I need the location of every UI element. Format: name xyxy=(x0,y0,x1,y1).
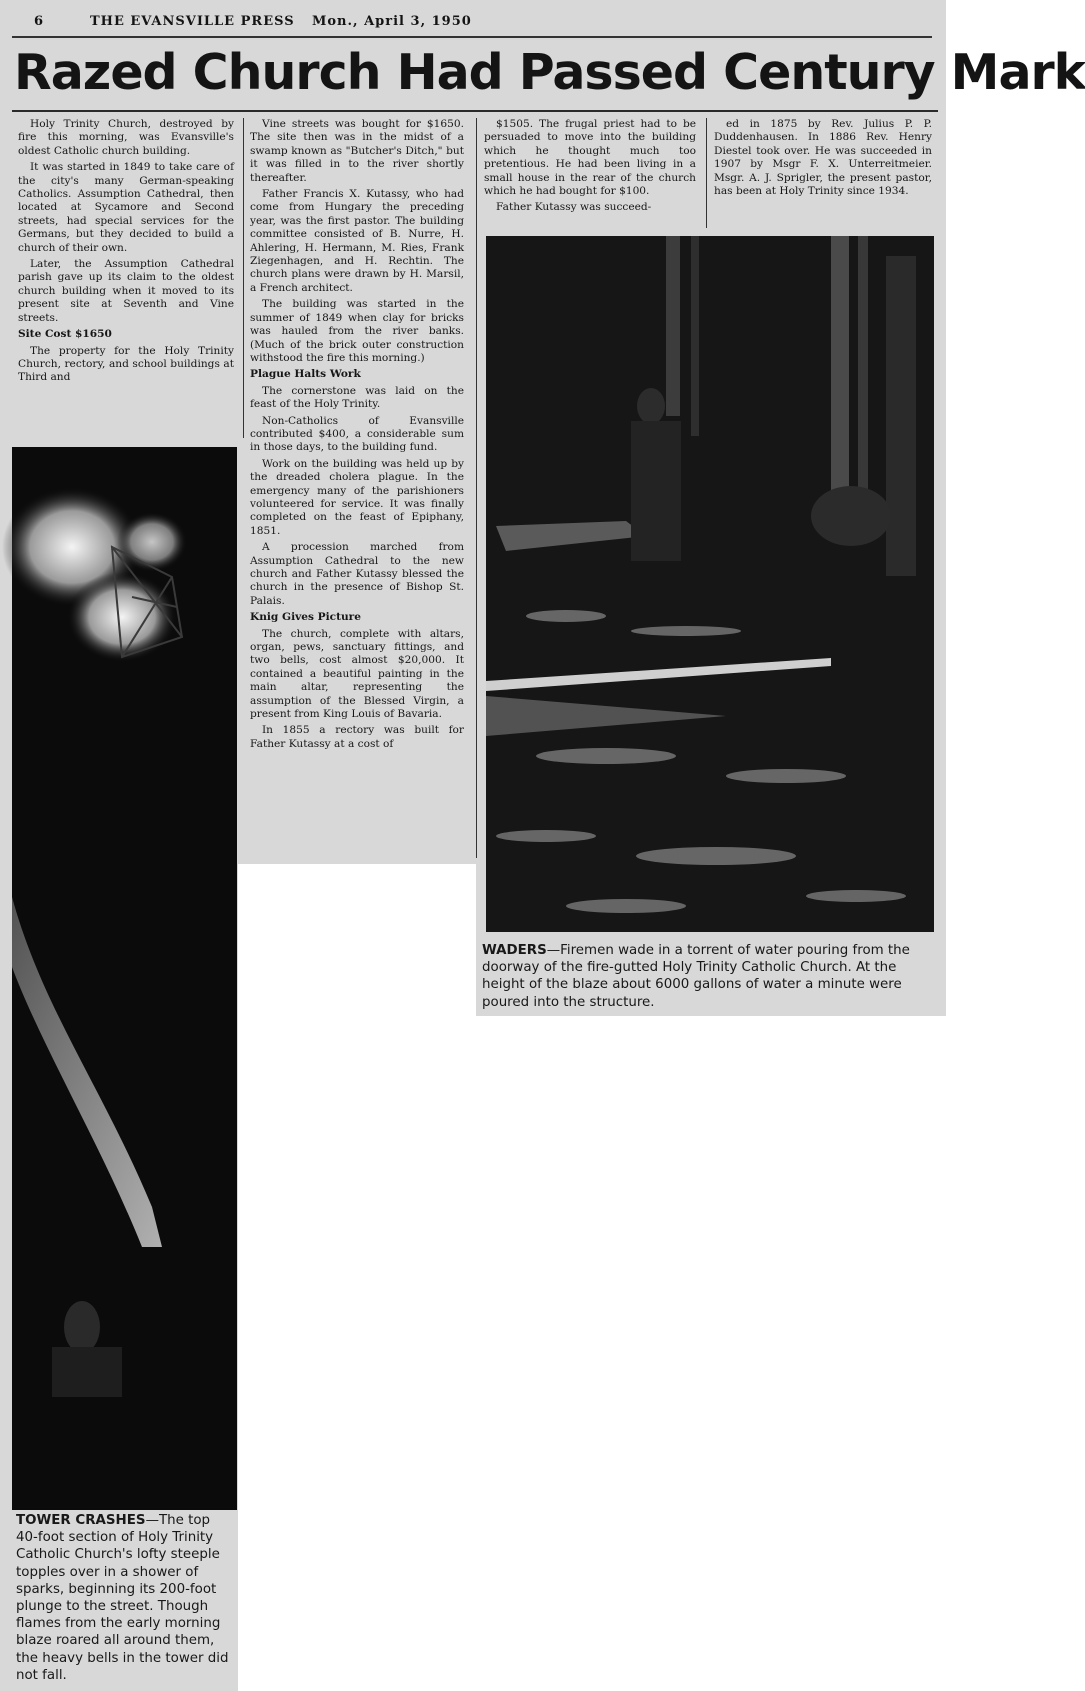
subhead: Knig Gives Picture xyxy=(250,611,362,624)
caption-text: —The top 40-foot section of Holy Trinity Catholic Church's lofty steeple topples over in a shower of sparks, beginning its 200-foot plunge to the street. Though flames from the early morning blaze roared all around them, the heavy bells in the tower did not fall. xyxy=(16,1513,229,1683)
paragraph: Work on the building was held up by the dreaded cholera plague. In the emergency many of the parishioners volunteered for service. It was finally completed on the feast of Epiphany, 1851. xyxy=(250,457,464,537)
paragraph: A procession marched from Assumption Cathedral to the new church and Father Kutassy blessed the church in the presence of Bishop St. Palais. xyxy=(250,541,464,607)
paragraph: $1505. The frugal priest had to be persuaded to move into the building which he thought much too pretentious. He had been living in a small house in the rear of the church which he had bought for $100. xyxy=(484,118,696,198)
paragraph: The church, complete with altars, organ, pews, sanctuary fittings, and two bells, cost almost $20,000. It contained a beautiful painting in the main altar, representing the assumption of the Blessed Virgin, a present from King Louis of Bavaria. xyxy=(250,627,464,721)
paragraph: The property for the Holy Trinity Church, rectory, and school buildings at Third and xyxy=(18,344,234,384)
waders-photo-caption xyxy=(482,942,928,1011)
headline-rule xyxy=(12,110,938,112)
article-column-3 xyxy=(484,118,696,218)
caption-lead: WADERS xyxy=(482,943,547,958)
article-column-1 xyxy=(18,118,234,388)
paragraph: Father Francis X. Kutassy, who had come from Hungary the preceding year, was the first pastor. The building committee consisted of B. Nurre, H. Ahlering, H. Hermann, M. Ries, Frank Ziegenhagen, and H. Rechtin. The church plans were drawn by H. Marsil, a French architect. xyxy=(250,188,464,294)
paragraph: In 1855 a rectory was built for Father Kutassy at a cost of xyxy=(250,724,464,750)
newspaper-name: THE EVANSVILLE PRESS xyxy=(90,14,295,29)
tower-photo-caption xyxy=(16,1512,236,1684)
paragraph: Father Kutassy was succeed- xyxy=(496,201,652,214)
caption-lead: TOWER CRASHES xyxy=(16,1513,146,1528)
article-column-2 xyxy=(250,118,464,754)
issue-date: Mon., April 3, 1950 xyxy=(312,14,472,29)
caption-text: —Firemen wade in a torrent of water pouring from the doorway of the fire-gutted Holy Trinity Catholic Church. At the height of the blaze about 6000 gallons of water a minute were poured into the structure. xyxy=(482,943,910,1010)
column-divider xyxy=(476,118,477,858)
page-number: 6 xyxy=(34,14,45,29)
subhead: Plague Halts Work xyxy=(250,368,361,381)
paragraph: Non-Catholics of Evansville contributed $400, a considerable sum in those days, to the building fund. xyxy=(250,414,464,454)
column-divider xyxy=(243,118,244,438)
paragraph: The cornerstone was laid on the feast of the Holy Trinity. xyxy=(250,384,464,411)
article-column-4 xyxy=(714,118,932,201)
waders-photo xyxy=(486,236,934,932)
paragraph: The building was started in the summer of 1849 when clay for bricks was hauled from the river banks. (Much of the brick outer construction withstood the fire this morning.) xyxy=(250,298,464,364)
paragraph: Later, the Assumption Cathedral parish gave up its claim to the oldest church building when it moved to its present site at Seventh and Vine streets. xyxy=(18,258,234,324)
paragraph: Holy Trinity Church, destroyed by fire this morning, was Evansville's oldest Catholic church building. xyxy=(18,118,234,157)
paragraph: Vine streets was bought for $1650. The site then was in the midst of a swamp known as "Butcher's Ditch," but it was filled in to the river shortly thereafter. xyxy=(250,118,464,184)
column-divider xyxy=(706,118,707,228)
tower-crash-photo xyxy=(12,447,237,1510)
masthead xyxy=(12,12,932,38)
subhead: Site Cost $1650 xyxy=(18,328,112,341)
paragraph: ed in 1875 by Rev. Julius P. P. Duddenhausen. In 1886 Rev. Henry Diestel took over. He was succeeded in 1907 by Msgr F. X. Unterreitmeier. Msgr. A. J. Sprigler, the present pastor, has been at Holy Trinity since 1934. xyxy=(714,118,932,198)
paragraph: It was started in 1849 to take care of the city's many German-speaking Catholics. Assumption Cathedral, then located at Sycamore and Second streets, had special services for the Germans, but they decided to build a church of their own. xyxy=(18,161,234,254)
headline: Razed Church Had Passed Century Mark xyxy=(14,44,1085,101)
